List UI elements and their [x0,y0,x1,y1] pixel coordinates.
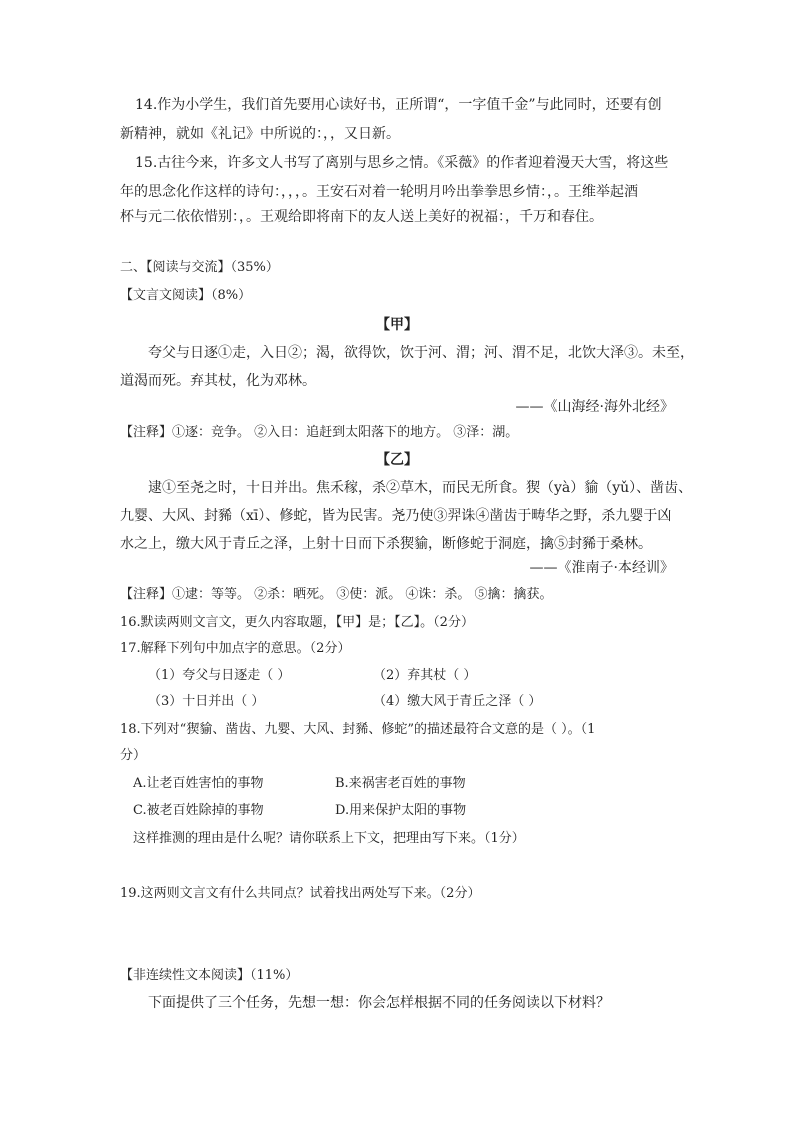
non-continuous-intro: 下面提供了三个任务，先想一想：你会怎样根据不同的任务阅读以下材料？ [148,995,610,1011]
q18-stem-line1: 18.下列对“猰貐、凿齿、九婴、大风、封豨、修蛇”的描述最符合文意的是（ ）。（1 [120,722,596,737]
yi-line1: 逮①至尧之时，十日并出。焦禾稼，杀②草木，而民无所食。猰（yà）貐（yǔ）、凿齿、 [148,480,693,496]
q15-line3: 杯与元二依依惜别：，。王观给即将南下的友人送上美好的祝福：，千万和春住。 [120,209,603,225]
q19: 19.这两则文言文有什么共同点？试着找出两处写下来。（2分） [120,886,481,901]
q17-option-1: （1）夸父与日逐走（ ） [148,668,291,683]
jia-line1: 夸父与日逐①走，入日②；渴，欲得饮，饮于河、渭；河、渭不足，北饮大泽③。未至， [148,345,694,361]
classical-heading: 【文言文阅读】（8%） [120,288,252,303]
q17-stem: 17.解释下列句中加点字的意思。（2分） [120,641,351,656]
section2-heading: 二、【阅读与交流】（35%） [120,260,279,275]
q16: 16.默读两则文言文，更久内容取题，【甲】是；【乙】。（2分） [120,615,474,630]
q18-option-a: A.让老百姓害怕的事物 [133,776,264,791]
q17-option-3: （3）十日并出（ ） [148,694,265,709]
yi-title: 【乙】 [376,452,418,468]
yi-note: 【注释】①逮：等等。 ②杀：晒死。 ③使：派。 ④诛：杀。 ⑤擒：擒获。 [120,587,553,602]
q15-line1: 15.古往今来，许多文人书写了离别与思乡之情。《采薇》的作者迎着漫天大雪，将这些 [135,155,669,171]
jia-line2: 道渴而死。弃其杖，化为邓林。 [120,373,316,389]
jia-title: 【甲】 [376,317,418,333]
yi-line3: 水之上，缴大风于青丘之泽，上射十日而下杀猰貐，断修蛇于洞庭，擒⑤封豨于桑林。 [120,536,652,552]
non-continuous-heading: 【非连续性文本阅读】（11%） [120,968,299,983]
q18-stem-line2: 分） [120,748,147,763]
q18-followup: 这样推测的理由是什么呢？请你联系上下文，把理由写下来。（1分） [133,831,525,846]
q14-line1: 14.作为小学生，我们首先要用心读好书，正所谓“，一字值千金”与此同时，还要有创 [135,97,662,113]
yi-line2: 九婴、大风、封豨（xī）、修蛇，皆为民害。尧乃使③羿诛④凿齿于畴华之野，杀九婴于凶 [120,508,672,524]
q17-option-4: （4）缴大风于青丘之泽（ ） [373,694,542,709]
yi-source: ——《淮南子·本经训》 [529,560,674,576]
q18-option-d: D.用来保护太阳的事物 [335,803,467,818]
jia-note: 【注释】①逐：竞争。 ②入日：追赶到太阳落下的地方。 ③泽：湖。 [120,425,519,440]
q18-option-b: B.来祸害老百姓的事物 [335,776,466,791]
q18-option-c: C.被老百姓除掉的事物 [133,803,264,818]
q14-line2: 新精神，就如《礼记》中所说的：，，又日新。 [120,126,400,142]
jia-source: ——《山海经·海外北经》 [515,399,674,415]
q15-line2: 年的思念化作这样的诗句：，，，。王安石对着一轮明月吟出拳拳思乡情：，。王维举起酒 [120,184,638,200]
q17-option-2: （2）弃其杖（ ） [373,668,477,683]
